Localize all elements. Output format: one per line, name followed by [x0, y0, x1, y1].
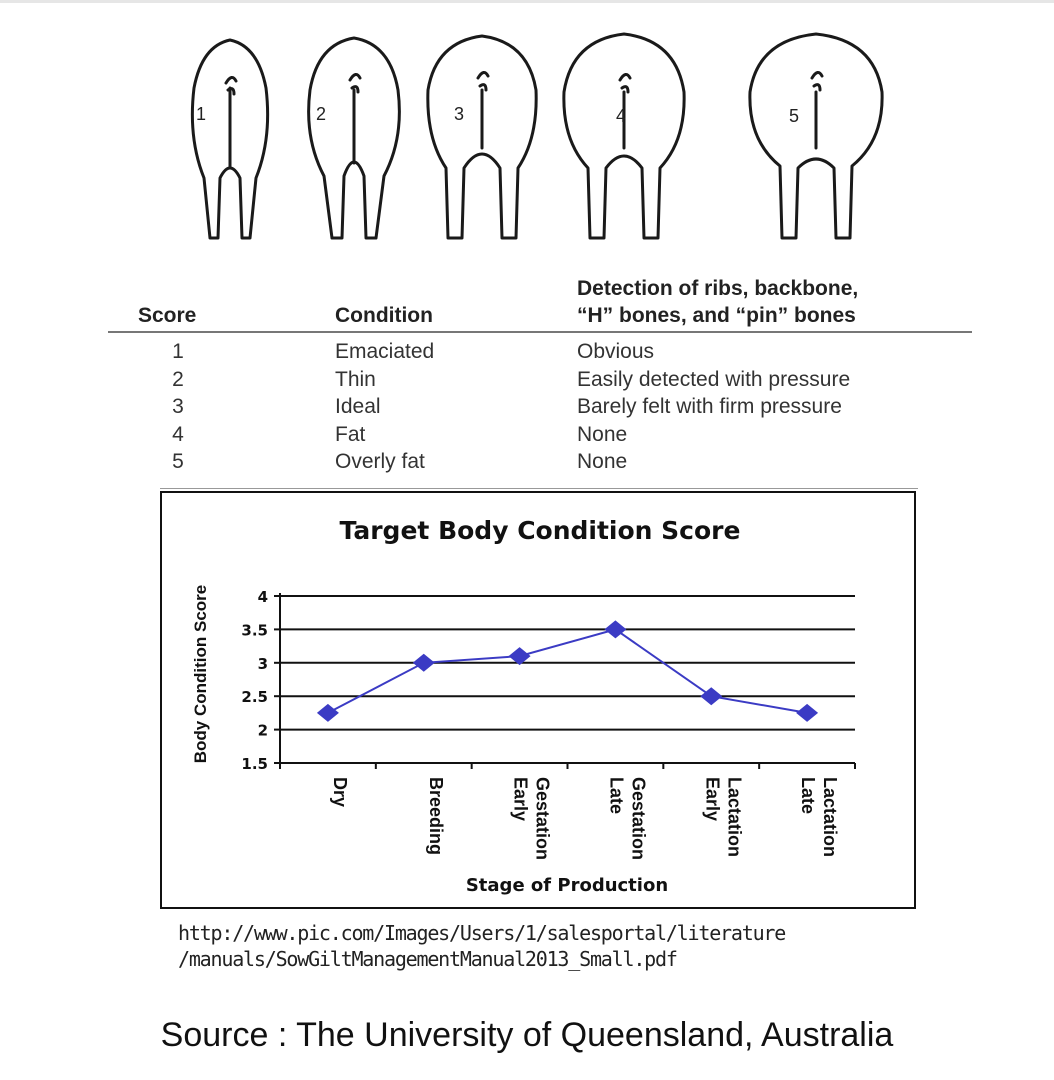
data-point-marker [317, 704, 339, 722]
x-tick-word: Lactation [820, 777, 841, 858]
x-axis-label: Stage of Production [465, 875, 669, 896]
header-detection-line1: Detection of ribs, backbone, [577, 277, 859, 300]
y-axis-label: Body Condition Score [191, 584, 210, 764]
x-tick-word: Breeding [425, 777, 446, 856]
body-condition-illustrations [160, 28, 930, 248]
score-cell: 5 [172, 450, 184, 473]
data-point-marker [413, 654, 435, 672]
series-line [317, 620, 818, 722]
series-polyline [328, 629, 807, 713]
score-cell: 3 [172, 395, 184, 418]
x-tick-label [426, 777, 446, 855]
gridlines [280, 596, 855, 730]
x-tick-label [606, 777, 648, 860]
reference-url-line1: http://www.pic.com/Images/Users/1/salesportal/literature [178, 921, 786, 945]
detection-column [577, 338, 850, 476]
illustration-label-3: 3 [453, 104, 465, 124]
x-tick-word: Late [798, 777, 819, 815]
score-cell: 2 [172, 367, 184, 391]
score-column [158, 338, 198, 476]
detection-cell: None [577, 450, 628, 473]
detection-cell: None [577, 422, 628, 446]
illustration-label-5: 5 [788, 106, 800, 126]
illustration-label-1: 1 [195, 104, 207, 124]
score-cell: 1 [172, 340, 184, 363]
x-tick-label [702, 777, 744, 857]
pig-outline-3 [428, 36, 536, 238]
source-caption: Source : The University of Queensland, Australia [160, 1016, 894, 1054]
y-tick-label: 2.5 [241, 688, 268, 707]
y-tick-label: 2 [257, 721, 268, 740]
y-tick-label: 1.5 [241, 755, 268, 773]
separator-line [160, 488, 918, 489]
illustration-label-4: 4 [615, 106, 627, 126]
x-tick-word: Late [606, 777, 627, 815]
x-tick-word: Gestation [628, 777, 649, 861]
axes [274, 593, 855, 769]
pig-outline-4 [564, 34, 684, 238]
x-tick-word: Dry [329, 777, 350, 808]
x-tick-label [798, 777, 840, 857]
x-tick-word: Lactation [724, 777, 745, 858]
score-cell: 4 [172, 422, 184, 446]
reference-url-line2: /manuals/SowGiltManagementManual2013_Small.pdf [178, 947, 677, 971]
condition-cell: Thin [335, 367, 376, 391]
x-tick-label [330, 777, 350, 807]
detection-cell: Obvious [577, 340, 655, 363]
detection-cell: Easily detected with pressure [577, 367, 851, 391]
x-tick-label [511, 777, 553, 860]
top-border [0, 0, 1054, 3]
y-tick-label: 3 [257, 654, 268, 673]
pig-outline-2 [309, 38, 400, 238]
y-tick-label: 3.5 [241, 621, 268, 640]
table-header-rule [108, 331, 972, 333]
pig-outline-5 [750, 34, 882, 238]
data-point-marker [796, 704, 818, 722]
condition-cell: Fat [335, 422, 366, 446]
reference-url[interactable] [178, 920, 785, 972]
chart-title: Target Body Condition Score [339, 516, 741, 545]
x-tick-labels [330, 777, 840, 860]
header-condition: Condition [335, 304, 433, 327]
header-score: Score [138, 304, 197, 327]
condition-cell: Ideal [335, 395, 381, 418]
target-bcs-chart [160, 491, 916, 909]
condition-cell: Emaciated [335, 340, 435, 363]
header-detection-line2: “H” bones, and “pin” bones [577, 304, 856, 327]
x-tick-word: Gestation [532, 777, 553, 861]
x-tick-word: Early [510, 777, 531, 822]
condition-column [335, 338, 434, 476]
illustration-label-2: 2 [315, 104, 327, 124]
y-tick-labels [241, 588, 268, 773]
condition-cell: Overly fat [335, 450, 425, 473]
score-table [108, 272, 972, 472]
pig-outline-1 [192, 40, 267, 238]
x-tick-word: Early [702, 777, 723, 822]
detection-cell: Barely felt with firm pressure [577, 395, 842, 418]
y-tick-label: 4 [257, 588, 268, 606]
